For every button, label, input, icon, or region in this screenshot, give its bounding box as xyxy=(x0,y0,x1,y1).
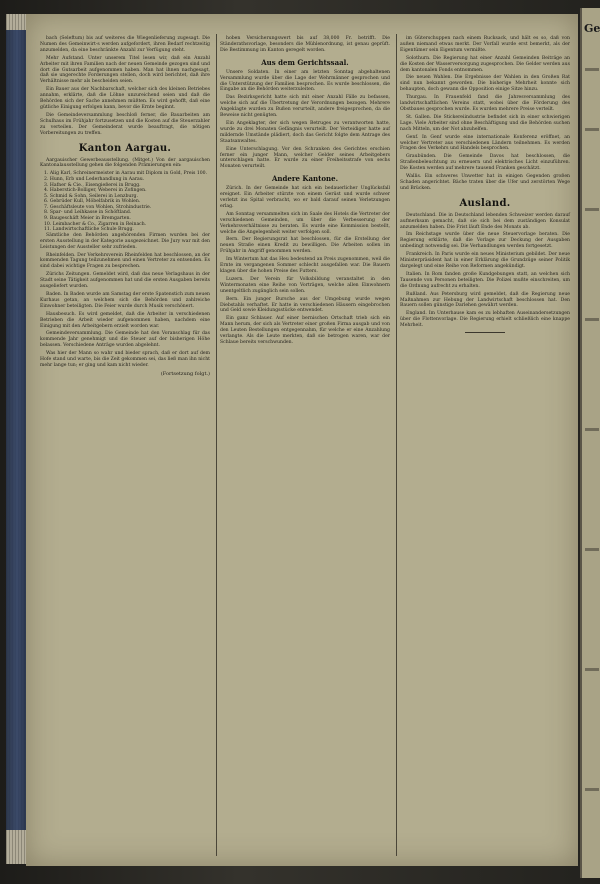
article-paragraph: Im Wintertum hat das Heu bedeutend an Preis zugenommen, weil die Ernte im vergangenen Sommer schlecht ausgefallen war. Die Bauern klagen über die hohen Preise des Futters. xyxy=(220,257,390,274)
list-item: 4. Haberstich-Bolliger, Weberei in Zofingen. xyxy=(44,188,147,194)
article-paragraph: Graubünden. Die Gemeinde Davos hat beschlossen, die Straßenbeleuchtung zu erneuern und elektrisches Licht einzuführen. Die Kosten werden auf mehrere tausend Franken geschätzt. xyxy=(400,154,570,172)
list-item: 2. Hunn, Erb und Lederhandlung in Aarau. xyxy=(44,176,145,182)
list-item: 7. Geschäftsleute von Wohlen, Strohindustrie. xyxy=(44,204,152,210)
next-page-masthead: Ge xyxy=(584,22,600,35)
article-paragraph: Frankreich. In Paris wurde ein neues Ministerium gebildet. Der neue Ministerpräsident hat in einer Erklärung die Grundzüge seiner Politik dargelegt und eine Reihe von Reformen angekündigt. xyxy=(400,252,570,269)
list-item: 1. Alig Karl, Schreinermeister in Aarau mit Diplom in Gold, Preis 100. xyxy=(44,171,208,177)
section-heading-aargau: Kanton Aargau. xyxy=(78,142,172,154)
column-3 xyxy=(400,36,570,336)
article-paragraph: hoben Versicherungswert bis auf 38,000 Fr. betrifft. Die Ständerathsvorlage, besonders die Mühlenordnung, ist genau geprüft. Die Bestimmung im Kanton geregelt worden. xyxy=(220,36,390,53)
article-paragraph: Bern. Ein junger Bursche aus der Umgebung wurde wegen Diebstahls verhaftet. Er hatte in verschiedenen Häusern eingebrochen und Geld sowie Kleidungsstücke entwendet. xyxy=(220,296,390,314)
next-page-edge xyxy=(580,8,600,878)
article-paragraph: Thurgau. In Frauenfeld fand die Jahresversammlung des landwirtschaftlichen Vereins statt, wobei über die Förderung des Obstbaues gesprochen wurde. Es wurden mehrere Preise verteilt. xyxy=(400,95,570,112)
text-ghost xyxy=(585,788,599,791)
text-ghost xyxy=(585,428,599,431)
text-ghost xyxy=(585,668,599,671)
article-paragraph: Im Reichstage wurde über die neue Steuervorlage beraten. Die Regierung erklärte, daß die Vorlage zur Deckung der Ausgaben unbedingt notwendig sei. Die Verhandlungen werden fortgesetzt. xyxy=(400,232,570,250)
article-paragraph: Eine Unterschlagung. Vor den Schranken des Gerichtes erschien ferner ein junger Mann, welcher Gelder seines Arbeitgebers unterschlagen hatte. Er wurde zu einer Freiheitsstrafe von sechs Monaten verurteilt. xyxy=(220,146,390,170)
article-paragraph: Baden. In Baden wurde am Samstag der erste Spatenstich zum neuen Kurhaus getan, an welchem sich die Behörden und zahlreiche Einwohner beteiligten. Die Feier wurde durch Musik verschönert. xyxy=(40,292,210,309)
continuation-note: (Fortsetzung folgt.) xyxy=(160,370,210,377)
section-divider xyxy=(465,332,505,333)
list-item: 9. Baugeschäft Meier in Bremgarten. xyxy=(44,216,131,222)
article-paragraph: Wallis. Ein schweres Unwetter hat in einigen Gegenden großen Schaden angerichtet. Bäche traten über die Ufer und zerstörten Wege und Brücken. xyxy=(400,174,570,191)
article-paragraph: Ein Bauer aus der Nachbarschaft, welcher sich des kleinen Betriebes annahm, erklärte, daß die Löhne unzureichend seien und daß die Behörden sich der Sache annehmen müßten. Es wird gehofft, daß eine gütliche Einigung erfolgen kann, bevor die Ernte beginnt. xyxy=(40,87,210,110)
article-paragraph: Zürich. In der Gemeinde hat sich ein bedauerlicher Unglücksfall ereignet. Ein Arbeiter stürzte von einem Gerüst und wurde schwer verletzt ins Spital verbracht, wo er bald darauf seinen Verletzungen erlag. xyxy=(220,186,390,209)
article-paragraph: Rußland. Aus Petersburg wird gemeldet, daß die Regierung neue Maßnahmen zur Hebung der Landwirtschaft beschlossen hat. Den Bauern sollen günstige Darlehen gewährt werden. xyxy=(400,291,570,309)
article-paragraph: Hausbesuch. Es wird gemeldet, daß die Arbeiter in verschiedenen Betrieben die Arbeit wieder aufgenommen haben, nachdem eine Einigung mit den Arbeitgebern erzielt worden war. xyxy=(40,311,210,329)
column-2 xyxy=(220,36,390,348)
list-item: 8. Spar- und Leihkasse in Schöftland. xyxy=(44,210,132,216)
text-ghost xyxy=(585,128,599,131)
article-paragraph: England. Im Unterhause kam es zu lebhaften Auseinandersetzungen über die Flottenvorlage. Die Regierung erhielt schließlich eine knappe Mehrheit. xyxy=(400,311,570,329)
article-paragraph: Was hier der Mann so wahr und bieder sprach, daß er dort auf dem Hofe stand und warte, bis die Zeit gekommen sei, das ließ man ihn nicht mehr lange tun; er ging und kam nicht wieder. xyxy=(40,351,210,368)
section-heading-gerichtssaal: Aus dem Gerichtssaal. xyxy=(261,57,349,67)
article-paragraph: Am Sonntag versammelten sich im Saale des Hotels die Vertreter der verschiedenen Gemeinden, um über die Verbesserung der Verkehrsverhältnisse zu beraten. Es wurde eine Kommission bestellt, welche die Angelegenheit weiter verfolgen soll. xyxy=(220,211,390,235)
article-paragraph: Unsere Soldaten. In einer am letzten Sonntag abgehaltenen Versammlung wurde über die Lage der Wehrmänner gesprochen und die Unterstützung der Familien besprochen. Es wurde beschlossen, die Eingabe an die Behörden weiterzuleiten. xyxy=(220,69,390,93)
newspaper-page xyxy=(26,14,578,866)
article-paragraph: Genf. In Genf wurde eine internationale Konferenz eröffnet, an welcher Vertreter aus verschiedenen Ländern teilnehmen. Es werden Fragen des Verkehrs und Handels besprochen. xyxy=(400,134,570,152)
article-paragraph: Die neuen Wahlen. Die Ergebnisse der Wahlen in den Großen Rat sind nun bekannt geworden. Die bisherige Mehrheit konnte sich behaupten, doch gewann die Opposition einige Sitze hinzu. xyxy=(400,75,570,93)
section-heading-ausland: Ausland. xyxy=(459,197,511,209)
list-item: 3. Hafner & Cie., Eisengießerei in Brugg. xyxy=(44,182,141,188)
section-heading-andere-kantone: Andere Kantone. xyxy=(271,174,339,184)
book-spine xyxy=(6,30,28,830)
text-ghost xyxy=(585,68,599,71)
article-paragraph: Rheinfelden. Der Verkehrsverein Rheinfelden hat beschlossen, an der kommenden Tagung teilzunehmen und einen Vertreter zu entsenden. Es sind dabei wichtige Fragen zu besprechen. xyxy=(40,252,210,270)
article-paragraph: Bern. Der Regierungsrat hat beschlossen, für die Erstellung der neuen Straße einen Kredit zu bewilligen. Die Arbeiten sollen im Frühjahr in Angriff genommen werden. xyxy=(220,237,390,255)
article-paragraph: im Güterschuppen nach einem Rucksack, und hält es so, daß von außen niemand etwas merkt. Der Vorfall wurde erst bemerkt, als der Eigentümer sein Eigentum vermißte. xyxy=(400,36,570,53)
article-paragraph: Sämtliche den Behörden angehörenden Firmen wurden bei der ersten Ausstellung in der Kategorie ausgezeichnet. Die Jury war mit den Leistungen der Aussteller sehr zufrieden. xyxy=(40,232,210,250)
section-intro: Aargauischer Gewerbeausstellung. (Mitget.) Von der aargauischen Kantonalausstellung gehen die folgenden Prämierungen ein: xyxy=(40,157,210,169)
list-item: 11. Landwirtschaftliche Schule Brugg. xyxy=(44,227,134,233)
column-rule xyxy=(216,34,217,856)
article-paragraph: Deutschland. Die in Deutschland lebenden Schweizer werden darauf aufmerksam gemacht, daß sie sich bei dem zuständigen Konsulat anzumelden haben. Die Frist läuft Ende des Monats ab. xyxy=(400,212,570,230)
article-paragraph: Die Gemeindeversammlung beschloß ferner, die Bauarbeiten am Schulhaus im Frühjahr fortzusetzen und die Kosten auf die Steuerzahler zu verteilen. Der Gemeinderat wurde beauftragt, die nötigen Vorbereitungen zu treffen. xyxy=(40,112,210,136)
column-1 xyxy=(40,36,210,377)
article-paragraph: bach (Seleftum) bis auf weiteres die Wiegenlieferung zugesagt. Die Numen des Gemeinwirt-s werden aufgefordert, ihren Bedarf rechtzeitig anzumelden, da eine beschränkte Anzahl zur Verfügung steht. xyxy=(40,36,210,53)
article-paragraph: Gemeindeversammlung. Die Gemeinde hat den Voranschlag für das kommende Jahr genehmigt und die Steuer auf der bisherigen Höhe belassen. Verschiedene Anträge wurden abgelehnt. xyxy=(40,331,210,349)
list-item: 6. Gebrüder Kull, Möbelfabrik in Wohlen. xyxy=(44,199,141,205)
text-ghost xyxy=(585,318,599,321)
list-item: 5. Schmid & Sohn, Seilerei in Lenzburg. xyxy=(44,193,138,199)
article-paragraph: St. Gallen. Die Stickereiindustrie befindet sich in einer schwierigen Lage. Viele Arbeiter sind ohne Beschäftigung und die Behörden suchen nach Mitteln, um der Not abzuhelfen. xyxy=(400,114,570,132)
list-item: 10. Leimbacher & Co., Zigarren in Reinach. xyxy=(44,221,147,227)
article-paragraph: Luzern. Der Verein für Volksbildung veranstaltet in den Wintermonaten eine Reihe von Vorträgen, welche allen Einwohnern unentgeltlich zugänglich sein sollen. xyxy=(220,276,390,294)
text-ghost xyxy=(585,548,599,551)
article-paragraph: Das Bezirksgericht hatte sich mit einer Anzahl Fälle zu befassen, welche sich auf die Übertretung der Verordnungen bezogen. Mehrere Angeklagte wurden zu Bußen verurteilt, andere freigesprochen, da die Beweise nicht genügten. xyxy=(220,95,390,119)
article-paragraph: Mehr Aufstand. Unter unserem Titel lesen wir, daß ein Anzahl Arbeiter mit ihren Familien nach der neuen Gemeinde gezogen sind und dort die Gutsarbeit aufgenommen haben. Man hat ihnen nachgesagt, daß sie ungerechte Forderungen stellen, doch wird berichtet, daß ihre Verhältnisse mehr als bescheiden seien. xyxy=(40,55,210,85)
text-ghost xyxy=(585,208,599,211)
article-paragraph: Ein Angeklagter, der sich wegen Betruges zu verantworten hatte, wurde zu drei Monaten Gefängnis verurteilt. Der Verteidiger hatte auf mildernde Umstände plädiert, doch das Gericht folgte dem Antrage des Staatsanwaltes. xyxy=(220,120,390,144)
article-paragraph: Italien. In Rom fanden große Kundgebungen statt, an welchen sich Tausende von Personen beteiligten. Die Polizei mußte einschreiten, um die Ordnung aufrecht zu erhalten. xyxy=(400,271,570,289)
article-paragraph: Solothurn. Die Regierung hat einer Anzahl Gemeinden Beiträge an die Kosten der Wasserversorgung zugesprochen. Die Gelder werden aus dem kantonalen Fonds entnommen. xyxy=(400,55,570,73)
column-rule xyxy=(396,34,397,856)
article-paragraph: Zürichs Zeitungen. Gemeldet wird, daß das neue Verlagshaus in der Stadt seine Tätigkeit aufgenommen hat und die ersten Ausgaben bereits ausgeliefert wurden. xyxy=(40,272,210,290)
article-paragraph: Ein ganz Schlauer. Auf einer bernischen Ortschaft trieb sich ein Mann herum, der sich als Vertreter einer großen Firma ausgab und von den Leuten Bestellungen entgegennahm, für welche er eine Anzahlung verlangte. Als die Leute merkten, daß sie betrogen waren, war der Schlaue bereits verschwunden. xyxy=(220,316,390,345)
